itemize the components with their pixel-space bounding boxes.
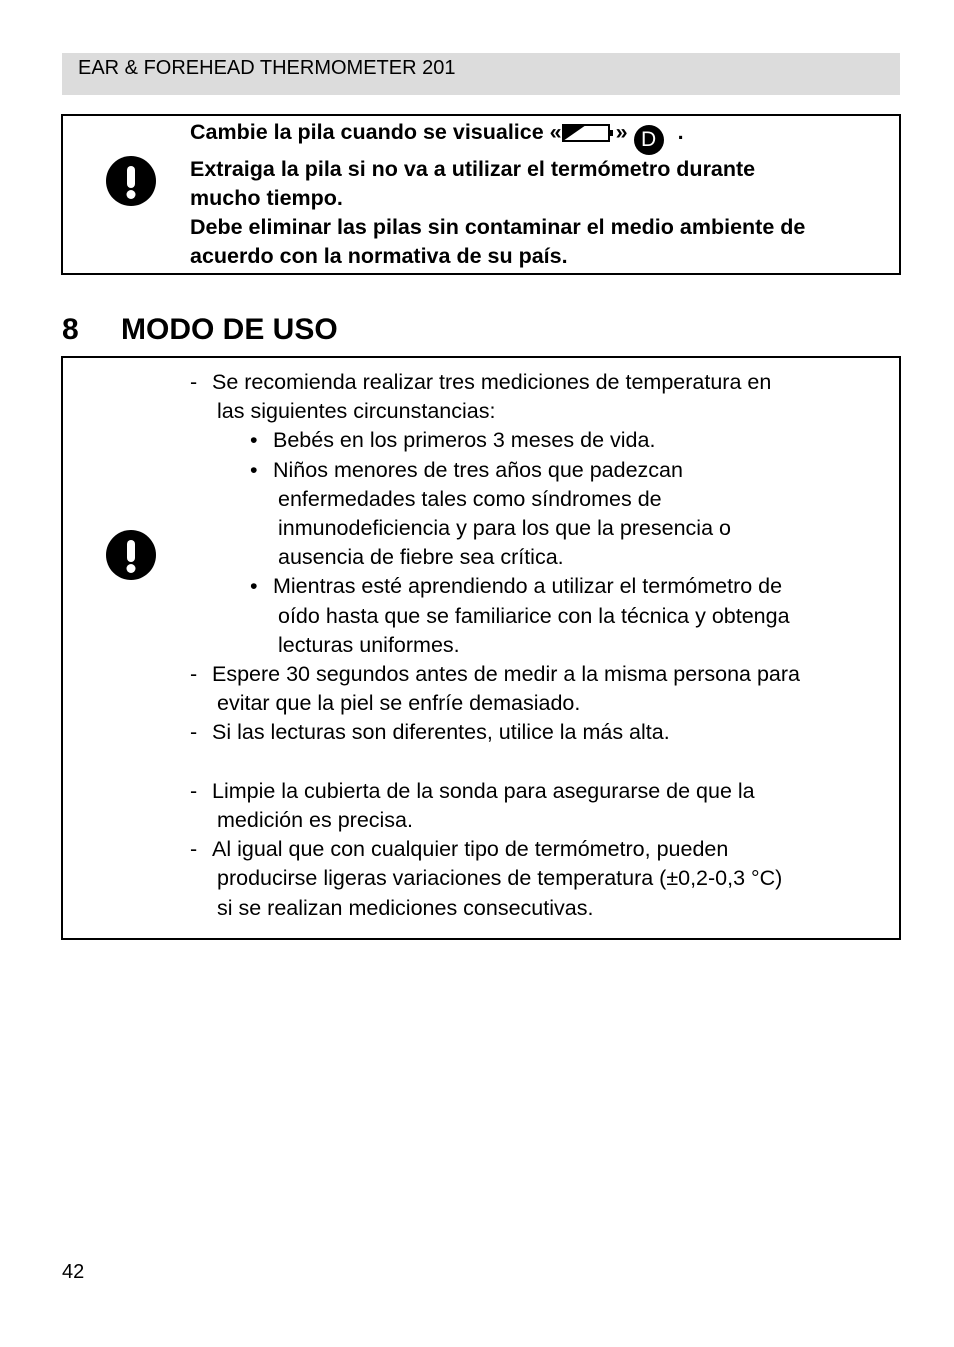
- list-item: [190, 660, 895, 718]
- bullet-item-text: [273, 572, 895, 660]
- header-title: EAR & FOREHEAD THERMOMETER 201: [78, 57, 456, 79]
- battery-notice-close-quote: »: [615, 120, 628, 144]
- bullet-item-text: [273, 456, 895, 573]
- battery-notice-line: Debe eliminar las pilas sin contaminar el medio ambiente de: [190, 214, 806, 239]
- exclamation-icon: [106, 530, 156, 580]
- dash-mark: -: [190, 837, 198, 862]
- list-item-text: [212, 835, 895, 923]
- usage-notice-text: [190, 368, 895, 923]
- blank-line: [190, 748, 895, 777]
- list-item-text: [212, 660, 895, 718]
- display-d-icon: D: [634, 125, 664, 155]
- list-item-line: Se recomienda realizar tres mediciones de temperatura en: [212, 370, 772, 394]
- list-item-line: medición es precisa.: [217, 808, 413, 833]
- bullet-item-line: Niños menores de tres años que padezcan: [273, 457, 683, 482]
- bullet-item: [250, 572, 895, 660]
- battery-notice-period: .: [677, 120, 684, 144]
- list-item-line: Si las lecturas son diferentes, utilice la más alta.: [212, 720, 670, 745]
- bullet-item-line: lecturas uniformes.: [278, 632, 460, 657]
- battery-notice-line-1: [190, 118, 895, 155]
- battery-low-icon: [562, 121, 614, 139]
- section-heading: [62, 310, 338, 350]
- list-item: [190, 368, 895, 426]
- battery-notice-line: mucho tiempo.: [190, 185, 343, 210]
- dash-mark: -: [190, 662, 198, 687]
- list-item-text: [212, 777, 895, 835]
- bullet-item-line: Bebés en los primeros 3 meses de vida.: [273, 428, 656, 453]
- section-number: 8: [62, 313, 79, 346]
- battery-notice-line: Extraiga la pila si no va a utilizar el termómetro durante: [190, 156, 756, 181]
- bullet-item-text: [273, 426, 895, 455]
- section-title: MODO DE USO: [121, 313, 338, 346]
- dash-mark: -: [190, 370, 198, 394]
- bullet-item-line: Mientras esté aprendiendo a utilizar el termómetro de: [273, 574, 783, 599]
- bullet-item: [250, 456, 895, 573]
- bullet-mark: •: [250, 428, 258, 453]
- list-item-line: Espere 30 segundos antes de medir a la misma persona para: [212, 662, 801, 687]
- list-item: [190, 718, 895, 747]
- dash-mark: -: [190, 778, 198, 803]
- battery-notice-text: [190, 118, 895, 271]
- list-item-line: producirse ligeras variaciones de temperatura (±0,2-0,3 °C): [217, 866, 783, 891]
- list-item: [190, 835, 895, 923]
- list-item-line: Limpie la cubierta de la sonda para asegurarse de que la: [212, 778, 755, 803]
- page-number: 42: [62, 1261, 85, 1283]
- list-item-line: si se realizan mediciones consecutivas.: [217, 895, 594, 920]
- bullet-item-line: inmunodeficiencia y para los que la presencia o: [278, 516, 731, 541]
- list-item-line: evitar que la piel se enfríe demasiado.: [217, 691, 581, 716]
- battery-notice-prefix: Cambie la pila cuando se visualice «: [190, 120, 562, 144]
- exclamation-icon: [106, 156, 156, 206]
- list-item-line: las siguientes circunstancias:: [217, 399, 496, 424]
- bullet-mark: •: [250, 457, 258, 482]
- page-header: [62, 53, 900, 95]
- bullet-item-line: oído hasta que se familiarice con la técnica y obtenga: [278, 603, 790, 628]
- list-item-line: Al igual que con cualquier tipo de termómetro, pueden: [212, 837, 729, 862]
- usage-notice-box: [61, 356, 901, 940]
- list-item-text: [212, 718, 895, 747]
- battery-notice-box: [61, 114, 901, 275]
- list-item: [190, 777, 895, 835]
- bullet-item-line: enfermedades tales como síndromes de: [278, 486, 662, 511]
- battery-notice-line: acuerdo con la normativa de su país.: [190, 243, 568, 268]
- bullet-item: [250, 426, 895, 455]
- bullet-mark: •: [250, 574, 258, 599]
- list-item-text: [212, 368, 895, 426]
- dash-mark: -: [190, 720, 198, 745]
- bullet-item-line: ausencia de fiebre sea crítica.: [278, 545, 564, 570]
